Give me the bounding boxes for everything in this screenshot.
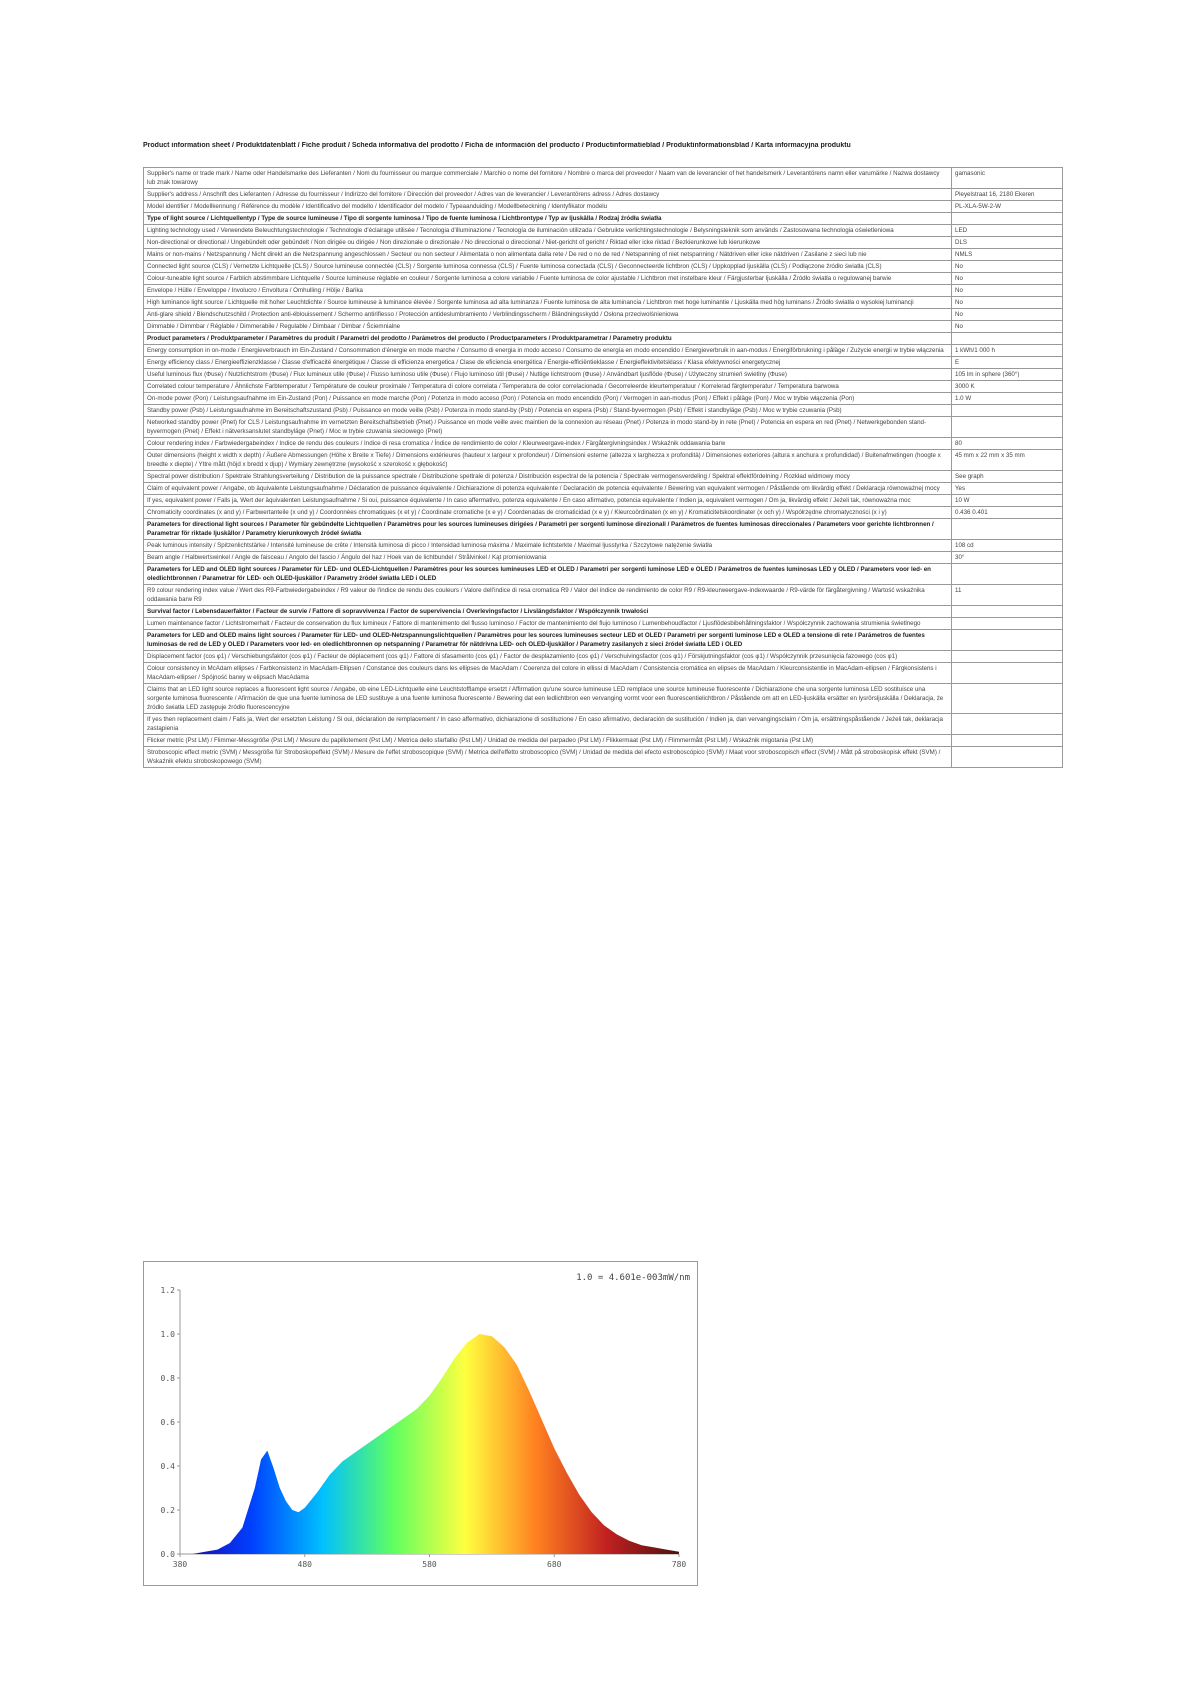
y-tick-label: 0.4 xyxy=(160,1462,175,1471)
table-row xyxy=(144,213,1063,225)
table-row xyxy=(144,519,1063,540)
row-label: Lumen maintenance factor / Lichtstromerhalt / Facteur de conservation du flux lumineux / Fattore di mantenimento del flusso luminoso / Factor de mantenimiento del flujo luminoso / Lumenbehoudfactor / Ljusflödesbibehållningsfaktor / Współczynnik zachowania strumienia świetlnego xyxy=(144,618,952,630)
x-tick-label: 780 xyxy=(671,1560,687,1569)
row-label: Stroboscopic effect metric (SVM) / Messgröße für Stroboskopeffekt (SVM) / Mesure de l'effet stroboscopique (SVM) / Metrica dell'effetto stroboscopico (SVM) / Unidad de medida del efecto estroboscópico (SVM) / Maat voor stroboscopisch effect (SVM) / Mått på stroboskopisk effekt (SVM) / Wskaźnik efektu stroboskopowego (SVM) xyxy=(144,747,952,768)
row-label: Displacement factor (cos φ1) / Verschiebungsfaktor (cos φ1) / Facteur de déplacement (cos φ1) / Fattore di sfasamento (cos φ1) / Factor de desplazamiento (cos φ1) / Verschuivingsfactor (cos φ1) / Förskjutningsfaktor (cos φ1) / Współczynnik przesunięcia fazowego (cos φ1) xyxy=(144,651,952,663)
row-value xyxy=(952,630,1063,651)
table-row xyxy=(144,357,1063,369)
row-label: High luminance light source / Lichtquelle mit hoher Leuchtdichte / Source lumineuse à luminance élevée / Sorgente luminosa ad alta luminanza / Fuente luminosa de alta luminancia / Lichtbron met hoge luminantie / Ljuskälla med hög luminans / Źródło światła o wysokiej luminancji xyxy=(144,297,952,309)
row-label: Chromaticity coordinates (x and y) / Farbwertanteile (x und y) / Coordonnées chromatiques (x et y) / Coordinate cromatiche (x e y) / Coordenadas de cromaticidad (x e y) / Kleurcoördinaten (x en y) / Kromaticitetskoordinater (x och y) / Współrzędne chromatyczności (x i y) xyxy=(144,507,952,519)
table-row xyxy=(144,285,1063,297)
row-label: If yes then replacement claim / Falls ja, Wert der ersetzten Leistung / Si oui, déclaration de remplacement / In caso affermativo, dichiarazione di sostituzione / En caso afirmativo, declaración de sustitución / Indien ja, dan vervangingsclaim / Om ja, ersättningspåstående / Jeżeli tak, deklaracja zastąpienia xyxy=(144,714,952,735)
row-value: E xyxy=(952,357,1063,369)
row-label: Parameters for directional light sources / Parameter für gebündelte Lichtquellen / Paramètres pour les sources lumineuses dirigées / Parametri per sorgenti luminose direzionali / Parámetros de fuentes luminosas direccionales / Parameters voor gerichte lichtbronnen / Parametrar för riktade ljuskällor / Parametry kierunkowych źródeł światła xyxy=(144,519,952,540)
table-row xyxy=(144,552,1063,564)
table-row xyxy=(144,651,1063,663)
row-value xyxy=(952,651,1063,663)
x-ticks xyxy=(173,1554,687,1569)
row-value: Yes xyxy=(952,483,1063,495)
row-label: Outer dimensions (height x width x depth) / Äußere Abmessungen (Höhe x Breite x Tiefe) / Dimensions extérieures (hauteur x largeur x profondeur) / Dimensioni esterne (altezza x larghezza x profondità) / Dimensiones exteriores (altura x anchura x profundidad) / Buitenafmetingen (hoogte x breedte x diepte) / Yttre mått (höjd x bredd x djup) / Wymiary zewnętrzne (wysokość x szerokość x głębokość) xyxy=(144,450,952,471)
spectral-chart xyxy=(143,1261,698,1586)
row-label: Flicker metric (Pst LM) / Flimmer-Messgröße (Pst LM) / Mesure du papillotement (Pst LM) / Metrica dello sfarfallio (Pst LM) / Unidad de medida del parpadeo (Pst LM) / Flikkermaat (Pst LM) / Flimmermått (Pst LM) / Wskaźnik migotania (Pst LM) xyxy=(144,735,952,747)
row-value: 10 W xyxy=(952,495,1063,507)
table-row xyxy=(144,249,1063,261)
row-value: 45 mm x 22 mm x 35 mm xyxy=(952,450,1063,471)
row-label: Energy efficiency class / Energieeffizienzklasse / Classe d'efficacité énergétique / Classe di efficienza energetica / Clase de eficiencia energética / Energie-efficiëntieklasse / Energieffektivitetsklass / Klasa efektywności energetycznej xyxy=(144,357,952,369)
row-label: Non-directional or directional / Ungebündelt oder gebündelt / Non dirigée ou dirigée / Non direzionale o direzionale / No direccional o direccional / Niet-gericht of gericht / Riktad eller icke riktad / Bezkierunkowe lub kierunkowe xyxy=(144,237,952,249)
row-value xyxy=(952,618,1063,630)
table-row xyxy=(144,273,1063,285)
row-value: Pleyelstraat 16, 2180 Ekeren xyxy=(952,189,1063,201)
table-row xyxy=(144,630,1063,651)
row-value: No xyxy=(952,285,1063,297)
chart-title: 1.0 = 4.601e-003mW/nm xyxy=(576,1273,690,1283)
row-label: On-mode power (Pon) / Leistungsaufnahme im Ein-Zustand (Pon) / Puissance en mode marche (Pon) / Potenza in modo acceso (Pon) / Potencia en modo encendido (Pon) / Vermogen in aan-modus (Pon) / Effekt i påläge (Pon) / Moc w trybie włączenia (Pon) xyxy=(144,393,952,405)
row-value: See graph xyxy=(952,471,1063,483)
table-row xyxy=(144,345,1063,357)
table-row xyxy=(144,606,1063,618)
row-label: Supplier's address / Anschrift des Lieferanten / Adresse du fournisseur / Indirizzo del fornitore / Dirección del proveedor / Adres van de leverancier / Leverantörens adress / Adres dostawcy xyxy=(144,189,952,201)
row-value xyxy=(952,213,1063,225)
row-value xyxy=(952,663,1063,684)
row-value: PL-XLA-5W-2-W xyxy=(952,201,1063,213)
row-value: 1 kWh/1 000 h xyxy=(952,345,1063,357)
row-label: Anti-glare shield / Blendschutzschild / Protection anti-éblouissement / Schermo antiriflesso / Protección antideslumbramiento / Verblindingsscherm / Bländningsskydd / Osłona przeciwolśnieniowa xyxy=(144,309,952,321)
table-row xyxy=(144,333,1063,345)
table-row xyxy=(144,564,1063,585)
row-value xyxy=(952,405,1063,417)
table-row xyxy=(144,471,1063,483)
row-value: gamasonic xyxy=(952,168,1063,189)
row-value: 30° xyxy=(952,552,1063,564)
x-tick-label: 380 xyxy=(172,1560,188,1569)
row-value: 3000 K xyxy=(952,381,1063,393)
row-value xyxy=(952,606,1063,618)
row-label: Model identifier / Modellkennung / Référence du modèle / Identificativo del modello / Identificador del modelo / Typeaanduiding / Modellbeteckning / Identyfikator modelu xyxy=(144,201,952,213)
row-label: Envelope / Hülle / Enveloppe / Involucro / Envoltura / Omhulling / Hölje / Bańka xyxy=(144,285,952,297)
table-row xyxy=(144,189,1063,201)
row-value xyxy=(952,333,1063,345)
y-tick-label: 0.6 xyxy=(160,1418,175,1427)
spectrum-area xyxy=(180,1334,679,1554)
row-label: Connected light source (CLS) / Vernetzte Lichtquelle (CLS) / Source lumineuse connectée (CLS) / Sorgente luminosa connessa (CLS) / Fuente luminosa conectada (CLS) / Geconnecteerde lichtbron (CLS) / Uppkopplad ljuskälla (CLS) / Podłączone źródło światła (CLS) xyxy=(144,261,952,273)
row-label: Parameters for LED and OLED mains light sources / Parameter für LED- und OLED-Netzspannungslichtquellen / Paramètres pour les sources lumineuses secteur LED et OLED / Parametri per sorgenti luminose LED e OLED a tensione di rete / Parámetros de fuentes luminosas de red de LED y OLED / Parameters voor led- en oledlichtbronnen op netspanning / Parametrar för nätdrivna LED- och OLED-ljuskällor / Parametry zasilanych z sieci źródeł światła LED i OLED xyxy=(144,630,952,651)
sheet-title: Product information sheet / Produktdatenblatt / Fiche produit / Scheda informativa del prodotto / Ficha de información del producto / Productinformatieblad / Produktinformationsblad / Karta informacyjna produktu xyxy=(143,142,851,149)
row-label: Claim of equivalent power / Angabe, ob äquivalente Leistungsaufnahme / Déclaration de puissance équivalente / Dichiarazione di potenza equivalente / Declaración de potencia equivalente / Bewering van equivalent vermogen / Påstående om likvärdig effekt / Deklaracja równoważnej mocy xyxy=(144,483,952,495)
row-value xyxy=(952,747,1063,768)
table-row xyxy=(144,507,1063,519)
row-label: Spectral power distribution / Spektrale Strahlungsverteilung / Distribution de la puissance spectrale / Distribuzione spettrale di potenza / Distribución espectral de la potencia / Spectrale vermogensverdeling / Spektral effektfördelning / Rozkład widmowy mocy xyxy=(144,471,952,483)
table-row xyxy=(144,618,1063,630)
row-label: Supplier's name or trade mark / Name oder Handelsmarke des Lieferanten / Nom du fournisseur ou marque commerciale / Marchio o nome del fornitore / Nombre o marca del proveedor / Naam van de leverancier of het handelsmerk / Leverantörens namn eller varumärke / Nazwa dostawcy lub znak towarowy xyxy=(144,168,952,189)
row-value: 11 xyxy=(952,585,1063,606)
table-row xyxy=(144,450,1063,471)
row-value: 105 lm in sphere (360°) xyxy=(952,369,1063,381)
row-label: Product parameters / Produktparameter / Paramètres du produit / Parametri del prodotto / Parámetros del producto / Productparameters / Produktparametrar / Parametry produktu xyxy=(144,333,952,345)
table-row xyxy=(144,321,1063,333)
table-row xyxy=(144,369,1063,381)
row-label: R9 colour rendering index value / Wert des R9-Farbwiedergabeindex / R9 valeur de l'indice de rendu des couleurs / Valore dell'indice di resa cromatica R9 / Valor del índice de rendimiento de color R9 / R9-kleurweergave-indexwaarde / R9-värde för färgåtergivning / Wartość wskaźnika oddawania barw R9 xyxy=(144,585,952,606)
table-row xyxy=(144,747,1063,768)
row-value xyxy=(952,519,1063,540)
row-value: No xyxy=(952,309,1063,321)
row-label: Colour-tuneable light source / Farblich abstimmbare Lichtquelle / Source lumineuse réglable en couleur / Sorgente luminosa a colore variabile / Fuente luminosa de color ajustable / Lichtbron met instelbare kleur / Färgjusterbar ljuskälla / Źródło światła o regulowanej barwie xyxy=(144,273,952,285)
table-row xyxy=(144,261,1063,273)
row-value: NMLS xyxy=(952,249,1063,261)
row-label: Colour rendering index / Farbwiedergabeindex / Indice de rendu des couleurs / Indice di resa cromatica / Índice de rendimiento de color / Kleurweergave-index / Färgåtergivningsindex / Wskaźnik oddawania barw xyxy=(144,438,952,450)
y-tick-label: 0.0 xyxy=(160,1550,175,1559)
row-value: 80 xyxy=(952,438,1063,450)
row-value: No xyxy=(952,273,1063,285)
table-row xyxy=(144,684,1063,714)
table-row xyxy=(144,417,1063,438)
row-value: No xyxy=(952,261,1063,273)
x-tick-label: 680 xyxy=(547,1560,562,1569)
table-row xyxy=(144,237,1063,249)
y-tick-label: 1.0 xyxy=(160,1330,175,1339)
row-value: No xyxy=(952,297,1063,309)
row-label: Standby power (Psb) / Leistungsaufnahme im Bereitschaftszustand (Psb) / Puissance en mode veille (Psb) / Potenza in modo stand-by (Psb) / Potencia en espera (Psb) / Stand-byvermogen (Psb) / Effekt i standbyläge (Psb) / Moc w trybie czuwania (Psb) xyxy=(144,405,952,417)
table-row xyxy=(144,438,1063,450)
table-row xyxy=(144,201,1063,213)
table-row xyxy=(144,393,1063,405)
row-value: 0.436 0.401 xyxy=(952,507,1063,519)
row-label: Networked standby power (Pnet) for CLS / Leistungsaufnahme im vernetzten Bereitschaftsbetrieb (Pnet) / Puissance en mode veille avec maintien de la connexion au réseau (Pnet) / Potenza in modo stand-by in rete (Pnet) / Potencia en espera en red (Pnet) / Netwerkgebonden stand-byvermogen (Pnet) / Effekt i nätverksanslutet standbyläge (Pnet) / Moc w trybie czuwania sieciowego (Pnet) xyxy=(144,417,952,438)
row-value xyxy=(952,684,1063,714)
y-tick-label: 0.2 xyxy=(160,1506,175,1515)
x-tick-label: 580 xyxy=(422,1560,437,1569)
row-label: Correlated colour temperature / Ähnlichste Farbtemperatur / Température de couleur proximale / Temperatura di colore correlata / Temperatura de color correlacionada / Gecorreleerde kleurtemperatuur / Korrelerad färgtemperatur / Temperatura barwowa xyxy=(144,381,952,393)
table-row xyxy=(144,585,1063,606)
table-row xyxy=(144,483,1063,495)
table-row xyxy=(144,405,1063,417)
row-label: Dimmable / Dimmbar / Réglable / Dimmerabile / Regulable / Dimbaar / Dimbar / Ściemnialne xyxy=(144,321,952,333)
table-row xyxy=(144,309,1063,321)
row-label: Type of light source / Lichtquellentyp / Type de source lumineuse / Tipo di sorgente luminosa / Tipo de fuente luminosa / Lichtbrontype / Typ av ljuskälla / Rodzaj źródła światła xyxy=(144,213,952,225)
row-label: Useful luminous flux (Φuse) / Nutzlichtstrom (Φuse) / Flux lumineux utile (Φuse) / Flusso luminoso utile (Φuse) / Flujo luminoso útil (Φuse) / Nuttige lichtstroom (Φuse) / Användbart ljusflöde (Φuse) / Użyteczny strumień świetlny (Φuse) xyxy=(144,369,952,381)
row-label: Claims that an LED light source replaces a fluorescent light source / Angabe, ob eine LED-Lichtquelle eine Leuchtstofflampe ersetzt / Affirmation qu'une source lumineuse LED remplace une source lumineuse fluorescente / Dichiarazione che una sorgente luminosa LED sostituisce una sorgente luminosa fluorescente / Afirmación de que una fuente luminosa de LED sustituye a una fuente luminosa fluorescente / Bewering dat een ledlichtbron een vervanging vormt voor een fluorescentielichtbron / Påstående om att en LED-ljuskälla ersätter en lysrörsljuskälla / Deklaracja, że źródło światła LED zastępuje źródło fluorescencyjne xyxy=(144,684,952,714)
table-row xyxy=(144,540,1063,552)
row-label: Lighting technology used / Verwendete Beleuchtungstechnologie / Technologie d'éclairage utilisée / Tecnologia d'illuminazione / Tecnología de iluminación utilizada / Gebruikte verlichtingstechnologie / Belysningsteknik som används / Zastosowana technologia oświetleniowa xyxy=(144,225,952,237)
table-row xyxy=(144,663,1063,684)
row-value: 1.0 W xyxy=(952,393,1063,405)
table-row xyxy=(144,225,1063,237)
row-label: Beam angle / Halbwertswinkel / Angle de faisceau / Angolo del fascio / Ángulo del haz / Hoek van de lichtbundel / Strålvinkel / Kąt promieniowania xyxy=(144,552,952,564)
table-row xyxy=(144,735,1063,747)
row-label: If yes, equivalent power / Falls ja, Wert der äquivalenten Leistungsaufnahme / Si oui, puissance équivalente / In caso affermativo, potenza equivalente / En caso afirmativo, potencia equivalente / Indien ja, equivalent vermogen / Om ja, likvärdig effekt / Jeżeli tak, równoważna moc xyxy=(144,495,952,507)
row-value: DLS xyxy=(952,237,1063,249)
table-row xyxy=(144,168,1063,189)
product-info-table xyxy=(143,167,1063,768)
y-tick-label: 0.8 xyxy=(160,1374,175,1383)
row-value xyxy=(952,735,1063,747)
row-value xyxy=(952,714,1063,735)
row-value xyxy=(952,564,1063,585)
row-value: LED xyxy=(952,225,1063,237)
spectral-chart-svg xyxy=(144,1262,697,1585)
row-value xyxy=(952,417,1063,438)
y-ticks xyxy=(161,1286,180,1559)
row-label: Energy consumption in on-mode / Energieverbrauch im Ein-Zustand / Consommation d'énergie en mode marche / Consumo di energia in modo acceso / Consumo de energía en modo encendido / Energieverbruik in aan-modus / Energiförbrukning i påläge / Zużycie energii w trybie włączenia xyxy=(144,345,952,357)
table-row xyxy=(144,495,1063,507)
row-label: Parameters for LED and OLED light sources / Parameter für LED- und OLED-Lichtquellen / Paramètres pour les sources lumineuses LED et OLED / Parametri per sorgenti luminose LED e OLED / Parámetros de fuentes luminosas LED y OLED / Parameters voor led- en oledlichtbronnen / Parametrar för LED- och OLED-ljuskällor / Parametry źródeł światła LED i OLED xyxy=(144,564,952,585)
row-label: Peak luminous intensity / Spitzenlichtstärke / Intensité lumineuse de crête / Intensità luminosa di picco / Intensidad luminosa máxima / Maximale lichtsterkte / Maximal ljusstyrka / Szczytowe natężenie światła xyxy=(144,540,952,552)
x-tick-label: 480 xyxy=(297,1560,312,1569)
row-label: Mains or non-mains / Netzspannung / Nicht direkt an die Netzspannung angeschlossen / Secteur ou non secteur / Alimentata o non alimentata dalla rete / De red o no de red / Netspanning of niet netspanning / Nätdriven eller icke nätdriven / Zasilane z sieci lub nie xyxy=(144,249,952,261)
table-row xyxy=(144,714,1063,735)
row-value: 108 cd xyxy=(952,540,1063,552)
row-label: Colour consistency in McAdam ellipses / Farbkonsistenz in MacAdam-Ellipsen / Constance des couleurs dans les ellipses de MacAdam / Coerenza del colore in ellissi di MacAdam / Consistencia cromática en elipses de MacAdam / Kleurconsistentie in MacAdam-ellipsen / Färgkonsistens i MacAdam-ellipser / Spójność barwy w elipsach MacAdama xyxy=(144,663,952,684)
row-label: Survival factor / Lebensdauerfaktor / Facteur de survie / Fattore di sopravvivenza / Factor de supervivencia / Overlevingsfactor / Livslängdsfaktor / Współczynnik trwałości xyxy=(144,606,952,618)
table-row xyxy=(144,297,1063,309)
row-value: No xyxy=(952,321,1063,333)
y-tick-label: 1.2 xyxy=(160,1286,175,1295)
table-row xyxy=(144,381,1063,393)
